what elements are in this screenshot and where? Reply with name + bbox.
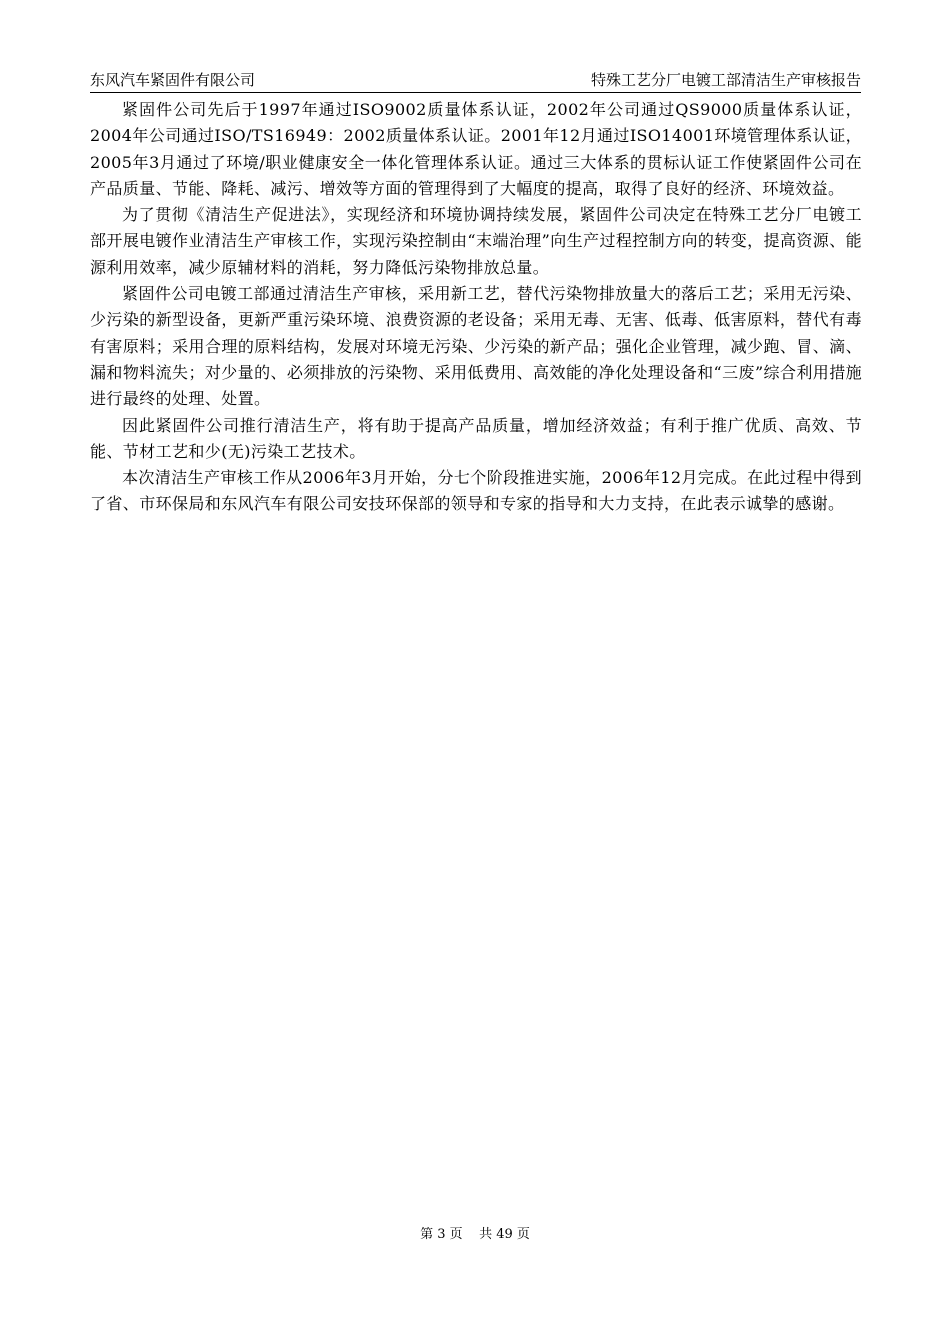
paragraph-acknowledgement: 本次清洁生产审核工作从2006年3月开始，分七个阶段推进实施，2006年12月完成。在此过程中得到了省、市环保局和东风汽车有限公司安技环保部的领导和专家的指导和大力支持，在此表示诚挚的感谢。 [90, 468, 862, 514]
paragraph-measures: 紧固件公司电镀工部通过清洁生产审核，采用新工艺，替代污染物排放量大的落后工艺；采用无污染、少污染的新型设备，更新严重污染环境、浪费资源的老设备；采用无毒、无害、低毒、低害原料，替代有毒有害原料；采用合理的原料结构，发展对环境无污染、少污染的新产品；强化企业管理，减少跑、冒、滴、漏和物料流失；对少量的、必须排放的污染物、采用低费用、高效能的净化处理设备和“三废”综合利用措施进行最终的处理、处置。 [90, 284, 862, 409]
document-body [90, 97, 862, 518]
header-report-title: 特殊工艺分厂电镀工部清洁生产审核报告 [590, 71, 861, 89]
paragraph-benefits: 因此紧固件公司推行清洁生产，将有助于提高产品质量，增加经济效益；有利于推广优质、高效、节能、节材工艺和少(无)污染工艺技术。 [90, 415, 862, 461]
page-header [90, 66, 861, 93]
page-number: 第 3 页 共 49 页 [420, 1227, 530, 1242]
paragraph-purpose: 为了贯彻《清洁生产促进法》，实现经济和环境协调持续发展，紧固件公司决定在特殊工艺分厂电镀工部开展电镀作业清洁生产审核工作，实现污染控制由“末端治理”向生产过程控制方向的转变，提高资源、能源利用效率，减少原辅材料的消耗，努力降低污染物排放总量。 [90, 205, 862, 277]
header-company: 东风汽车紧固件有限公司 [90, 71, 256, 89]
paragraph-certification: 紧固件公司先后于1997年通过ISO9002质量体系认证，2002年公司通过QS9000质量体系认证，2004年公司通过ISO/TS16949：2002质量体系认证。2001年12月通过ISO14001环境管理体系认证，2005年3月通过了环境/职业健康安全一体化管理体系认证。通过三大体系的贯标认证工作使紧固件公司在产品质量、节能、降耗、减污、增效等方面的管理得到了大幅度的提高，取得了良好的经济、环境效益。 [90, 100, 862, 198]
